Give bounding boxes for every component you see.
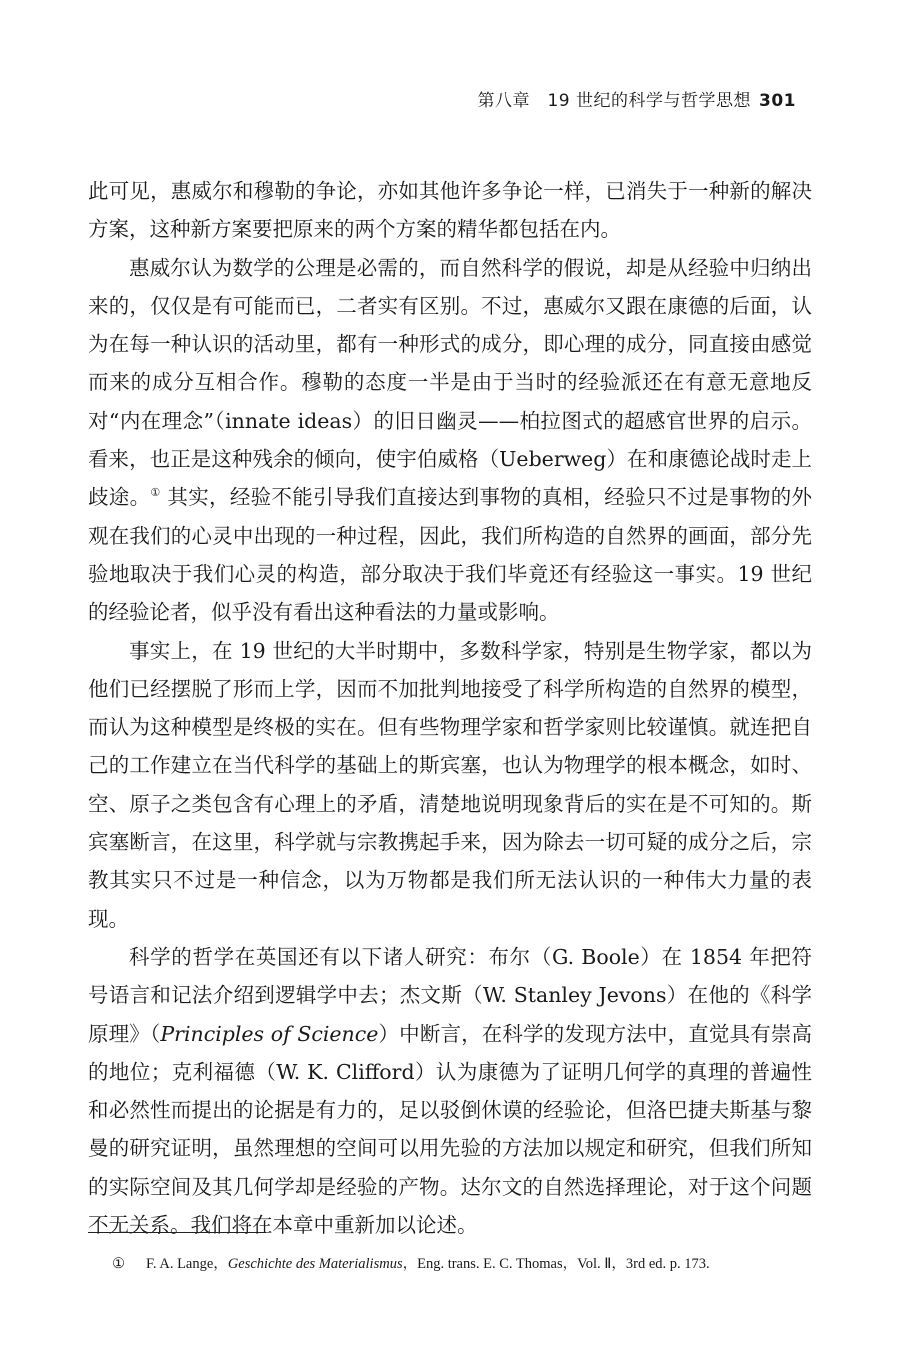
paragraph-4-part-a: 科学的哲学在英国还有以下诸人研究：布尔（G. Boole）在 1854 年把符号语言和记法介绍到逻辑学中去；杰文斯（W. Stanley Jevons）在他的《科学原理》（	[88, 944, 812, 1046]
footnote-reference[interactable]: ①	[150, 486, 161, 500]
paragraph-2-part-a: 惠威尔认为数学的公理是必需的，而自然科学的假说，却是从经验中归纳出来的，仅仅是有可能而已，二者实有区别。不过，惠威尔又跟在康德的后面，认为在每一种认识的活动里，都有一种形式的成分，即心理的成分，同直接由感觉而来的成分互相合作。穆勒的态度一半是由于当时的经验派还在有意无意地反对“内在理念”（innate ideas）的旧日幽灵——柏拉图式的超感官世界的启示。看来，也正是这种残余的倾向，使宇伯威格（Ueberweg）在和康德论战时走上歧途。	[88, 255, 812, 510]
paragraph-3: 事实上，在 19 世纪的大半时期中，多数科学家，特别是生物学家，都以为他们已经摆脱了形而上学，因而不加批判地接受了科学所构造的自然界的模型，而认为这种模型是终极的实在。但有些物理学家和哲学家则比较谨慎。就连把自己的工作建立在当代科学的基础上的斯宾塞，也认为物理学的根本概念，如时、空、原子之类包含有心理上的矛盾，清楚地说明现象背后的实在是不可知的。斯宾塞断言，在这里，科学就与宗教携起手来，因为除去一切可疑的成分之后，宗教其实只不过是一种信念，以为万物都是我们所无法认识的一种伟大力量的表现。	[88, 638, 812, 931]
paragraph-2	[88, 249, 812, 632]
body-text	[88, 172, 812, 1244]
footnote-mark: ①	[112, 1256, 125, 1272]
footnote-text-b: ，Eng. trans. E. C. Thomas，Vol. Ⅱ，3rd ed. p. 173.	[402, 1256, 710, 1272]
paragraph-4-part-b: ）中断言，在科学的发现方法中，直觉具有崇高的地位；克利福德（W. K. Clifford）认为康德为了证明几何学的真理的普遍性和必然性而提出的论据是有力的，足以驳倒休谟的经验论，但洛巴捷夫斯基与黎曼的研究证明，虽然理想的空间可以用先验的方法加以规定和研究，但我们所知的实际空间及其几何学却是经验的产物。达尔文的自然选择理论，对于这个问题不无关系。我们将在本章中重新加以论述。	[88, 1021, 813, 1238]
page-number: 301	[759, 91, 796, 111]
chapter-title: 第八章 19 世纪的科学与哲学思想	[477, 91, 751, 111]
paragraph-2-part-b: 其实，经验不能引导我们直接达到事物的真相，经验只不过是事物的外观在我们的心灵中出现的一种过程，因此，我们所构造的自然界的画面，部分先验地取决于我们心灵的构造，部分取决于我们毕竟还有经验这一事实。19 世纪的经验论者，似乎没有看出这种看法的力量或影响。	[88, 485, 813, 625]
footnote-divider	[88, 1232, 266, 1233]
paragraph-1: 此可见，惠威尔和穆勒的争论，亦如其他许多争论一样，已消失于一种新的解决方案，这种新方案要把原来的两个方案的精华都包括在内。	[88, 179, 812, 242]
book-title-italic: Principles of Science	[160, 1021, 379, 1046]
running-header	[477, 86, 796, 111]
paragraph-4	[88, 938, 812, 1244]
footnote-text-a: F. A. Lange，	[146, 1256, 228, 1272]
footnote	[112, 1252, 812, 1273]
footnote-book-title: Geschichte des Materialismus	[227, 1256, 403, 1272]
